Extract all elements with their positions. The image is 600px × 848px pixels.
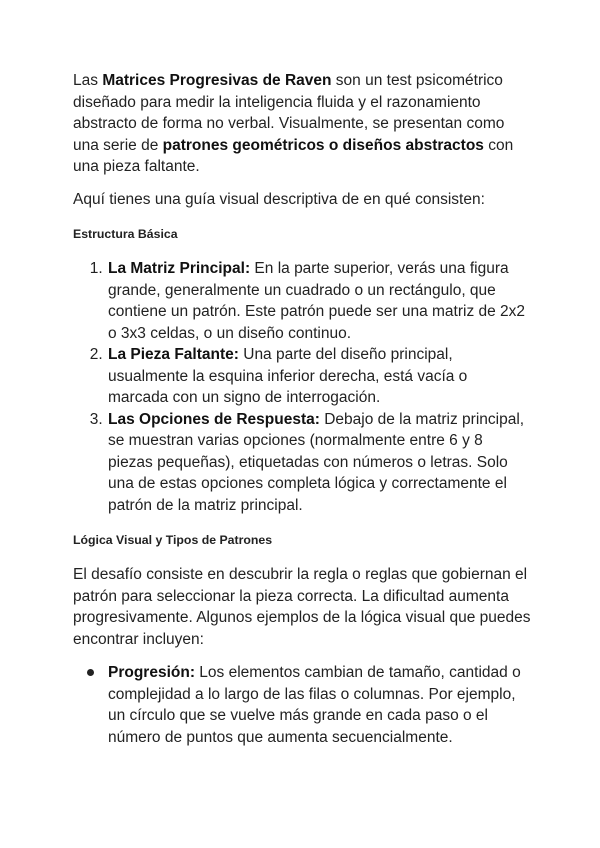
structure-item-text: En la parte superior, verás una figura grande, generalmente un cuadrado o un rectángulo, que contiene un patrón. Este patrón puede ser una matriz de 2x2 o 3x3 celdas, o un diseño continuo. bbox=[108, 260, 526, 342]
bullet-icon bbox=[87, 669, 94, 676]
intro-text-1: Las bbox=[73, 72, 103, 89]
structure-item-label: Las Opciones de Respuesta: bbox=[108, 410, 320, 428]
intro-text-2: son un test psicométrico diseñado para medir la inteligencia fluida y el razonamiento abstracto de forma no verbal. Visualmente, se presentan como una serie de bbox=[73, 72, 505, 154]
structure-item-label: La Matriz Principal: bbox=[108, 260, 251, 277]
intro-bold-raven: Matrices Progresivas de Raven bbox=[102, 72, 332, 89]
structure-item-matrix bbox=[107, 258, 531, 344]
logic-item-text: Los elementos cambian de tamaño, cantidad o complejidad a lo largo de las filas o columnas. Por ejemplo, un círculo que se vuelve más grande en cada paso o el número de puntos que aumenta secuencialmente. bbox=[108, 664, 521, 746]
logic-item-progression bbox=[73, 662, 531, 748]
guide-paragraph: Aquí tienes una guía visual descriptiva de en qué consisten: bbox=[73, 190, 485, 208]
structure-heading: Estructura Básica bbox=[73, 227, 178, 241]
structure-item-label: La Pieza Faltante: bbox=[108, 346, 239, 363]
logic-paragraph: El desafío consiste en descubrir la regla o reglas que gobiernan el patrón para seleccionar la pieza correcta. La dificultad aumenta progresivamente. Algunos ejemplos de la lógica visual que puedes encontrar incluyen: bbox=[73, 566, 531, 648]
logic-list bbox=[73, 662, 531, 748]
structure-item-text: Una parte del diseño principal, usualmente la esquina inferior derecha, está vacía o marcada con un signo de interrogación. bbox=[108, 346, 468, 406]
document-body bbox=[73, 70, 531, 748]
structure-item-answer-options bbox=[107, 409, 531, 517]
structure-item-missing-piece bbox=[107, 344, 531, 409]
structure-list bbox=[73, 258, 531, 516]
intro-bold-patterns: patrones geométricos o diseños abstractos bbox=[162, 136, 484, 154]
logic-item-label: Progresión: bbox=[108, 664, 195, 681]
structure-item-text: Debajo de la matriz principal, se muestran varias opciones (normalmente entre 6 y 8 piezas pequeñas), etiquetadas con números o letras. Solo una de estas opciones completa lógica y correctamente el patrón de la matriz principal. bbox=[108, 410, 525, 514]
intro-text-3: con una pieza faltante. bbox=[73, 136, 514, 175]
logic-heading: Lógica Visual y Tipos de Patrones bbox=[73, 533, 273, 547]
intro-paragraph bbox=[73, 70, 531, 178]
